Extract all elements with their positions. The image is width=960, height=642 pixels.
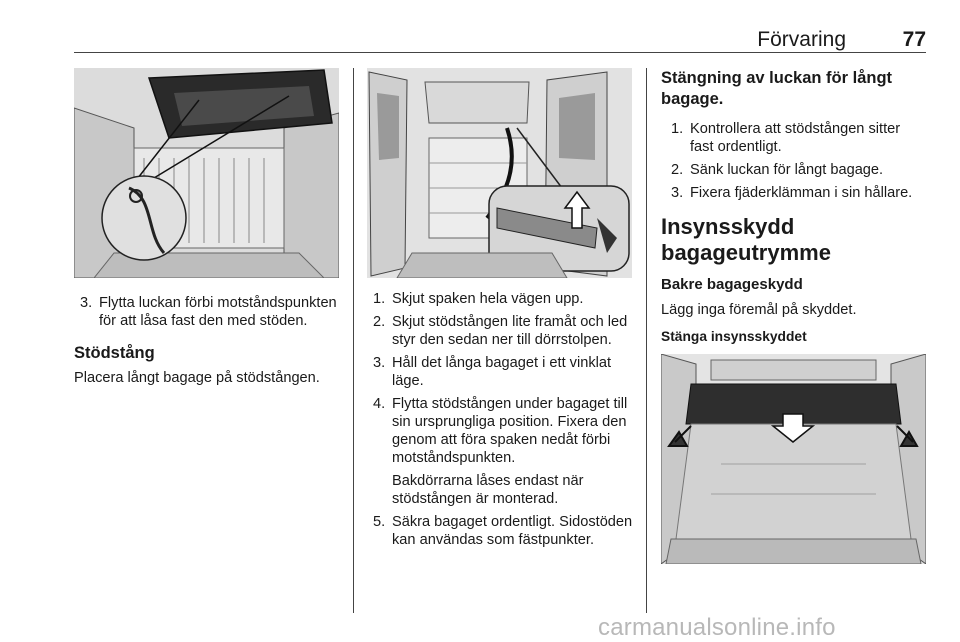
step-list: [671, 120, 926, 202]
column-divider-1: [353, 68, 354, 613]
minor-heading: Stänga insynsskyddet: [661, 329, 807, 344]
list-item: 5. Säkra bagaget ordentligt. Sidostöden kan användas som fästpunkter.: [373, 514, 633, 548]
section-heading-stodstang: Stödstång: [74, 344, 155, 362]
page-title: Förvaring: [757, 28, 846, 51]
support-bar-description: Placera långt bagage på stödstången.: [74, 370, 320, 386]
list-item: 4. Flytta stödstången under bagaget till sin ursprungliga position. Fixera den genom att föra spaken nedåt förbi motståndspunkten. Bakdörrarna låses endast när stödstången är monterad.: [373, 395, 633, 508]
step-list: [80, 294, 339, 330]
header-rule: [74, 52, 926, 53]
column-1: [74, 68, 339, 387]
column-divider-2: [646, 68, 647, 613]
closing-hatch-heading: Stängning av luckan för långt bagage.: [661, 69, 893, 108]
subsection-heading: Bakre bagageskydd: [661, 276, 803, 293]
cover-warning-text: Lägg inga föremål på skyddet.: [661, 302, 857, 318]
list-item: 3. Fixera fjäderklämman i sin hållare.: [671, 185, 913, 201]
section-title-insynsskydd: Insynsskydd bagageutrymme: [661, 214, 831, 265]
column-2: [367, 68, 633, 554]
cargo-cover-illustration: [661, 354, 926, 564]
column-3: [661, 68, 926, 564]
watermark: carmanualsonline.info: [598, 614, 836, 641]
rear-doors-support-bar-illustration: [367, 68, 632, 278]
list-item: 1. Kontrollera att stödstången sitter fast ordentligt.: [671, 121, 901, 155]
page-number: 77: [902, 28, 926, 51]
list-item: 2. Skjut stödstången lite framåt och led styr den sedan ner till dörrstolpen.: [373, 314, 628, 348]
page-header: [74, 28, 926, 54]
step-list: [373, 290, 633, 549]
list-item: 3. Håll det långa bagaget i ett vinklat läge.: [373, 355, 612, 389]
list-item: 3. Flytta luckan förbi motståndspunkten för att låsa fast den med stöden.: [80, 295, 337, 329]
list-item: 1. Skjut spaken hela vägen upp.: [373, 291, 584, 307]
tailgate-open-illustration: [74, 68, 339, 278]
doors-lock-note: Bakdörrarna låses endast när stödstången är monterad.: [392, 473, 584, 507]
list-item: 2. Sänk luckan för långt bagage.: [671, 162, 884, 178]
